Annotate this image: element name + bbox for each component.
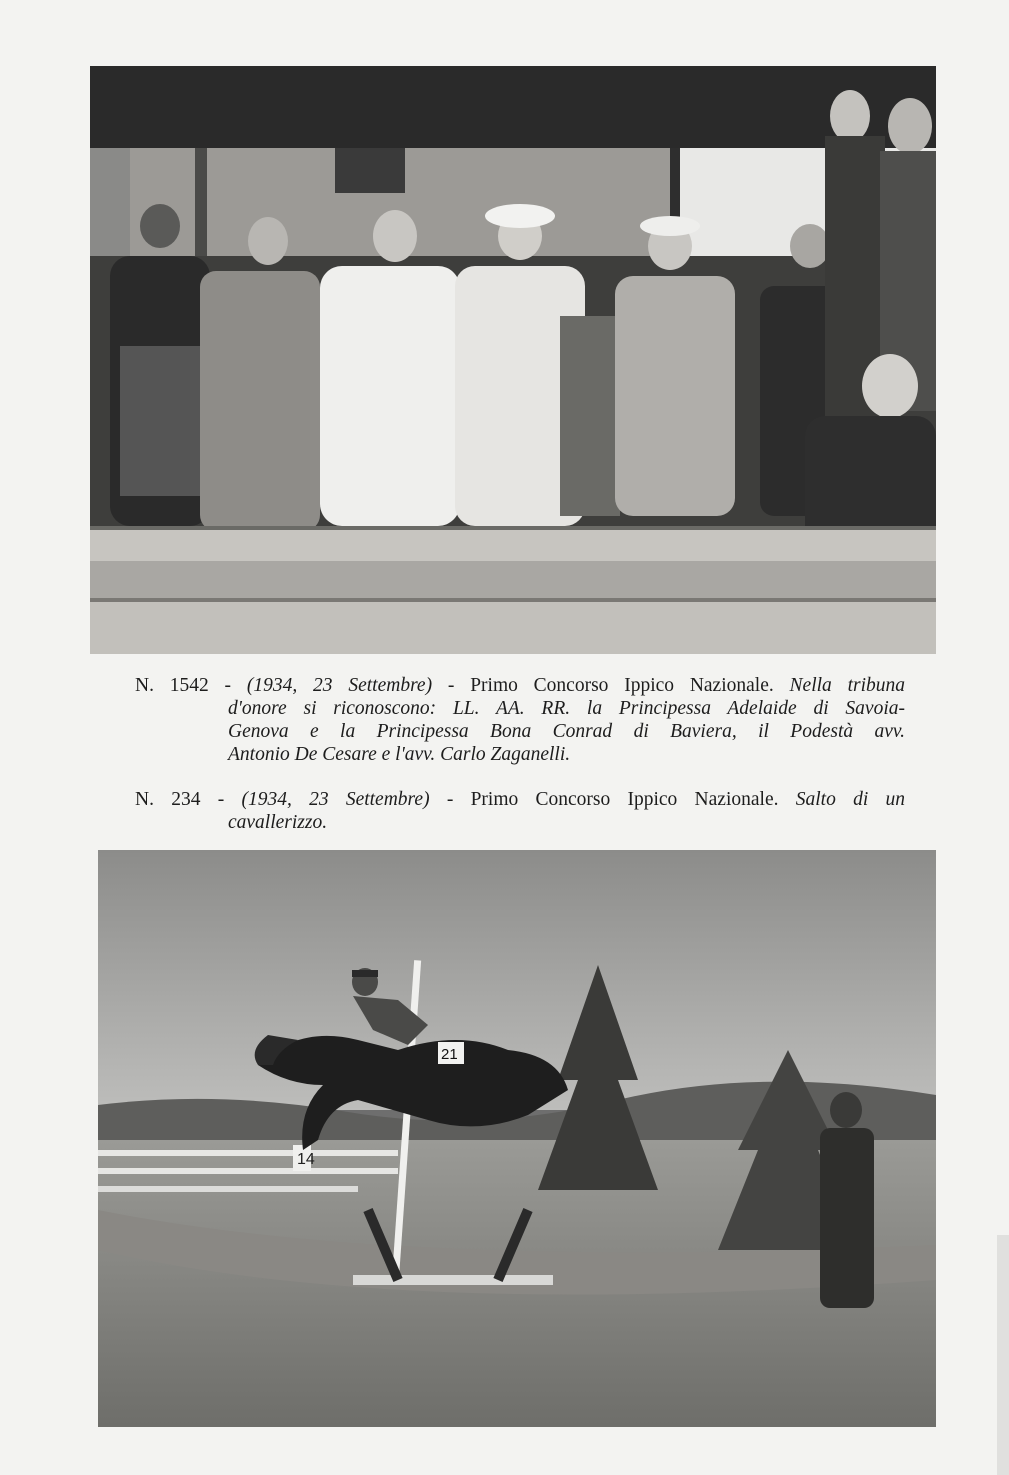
caption-text-line-2: d'onore si riconoscono: LL. AA. RR. la Principessa Adelaide di Savoia- (228, 698, 905, 719)
caption-date: (1934, 23 Settembre) (241, 789, 430, 810)
jump-photo (98, 850, 936, 1427)
caption-number: N. 234 - (135, 789, 225, 810)
fence-number: 14 (297, 1151, 315, 1168)
jump-illustration (98, 850, 936, 1427)
caption-title: Primo Concorso Ippico Nazionale. (470, 675, 774, 696)
grandstand-photo (90, 66, 936, 654)
caption-date: (1934, 23 Settembre) (246, 675, 433, 696)
caption-234 (135, 788, 905, 834)
caption-text-line-3: Genova e la Principessa Bona Conrad di Baviera, il Podestà avv. (228, 721, 905, 742)
page-edge-shadow (997, 1235, 1009, 1475)
caption-separator: - (429, 789, 471, 810)
caption-text-start: Salto di un (778, 789, 905, 810)
caption-text-line-2: cavallerizzo. (228, 812, 328, 833)
caption-title: Primo Concorso Ippico Nazionale. (470, 789, 779, 810)
grandstand-illustration (90, 66, 936, 654)
caption-text-line-4: Antonio De Cesare e l'avv. Carlo Zaganelli. (228, 744, 571, 765)
caption-text-start: Nella tribuna (773, 675, 906, 696)
caption-separator: - (432, 675, 471, 696)
bib-number: 21 (441, 1046, 458, 1063)
caption-number: N. 1542 - (135, 675, 232, 696)
caption-1542 (135, 674, 905, 766)
